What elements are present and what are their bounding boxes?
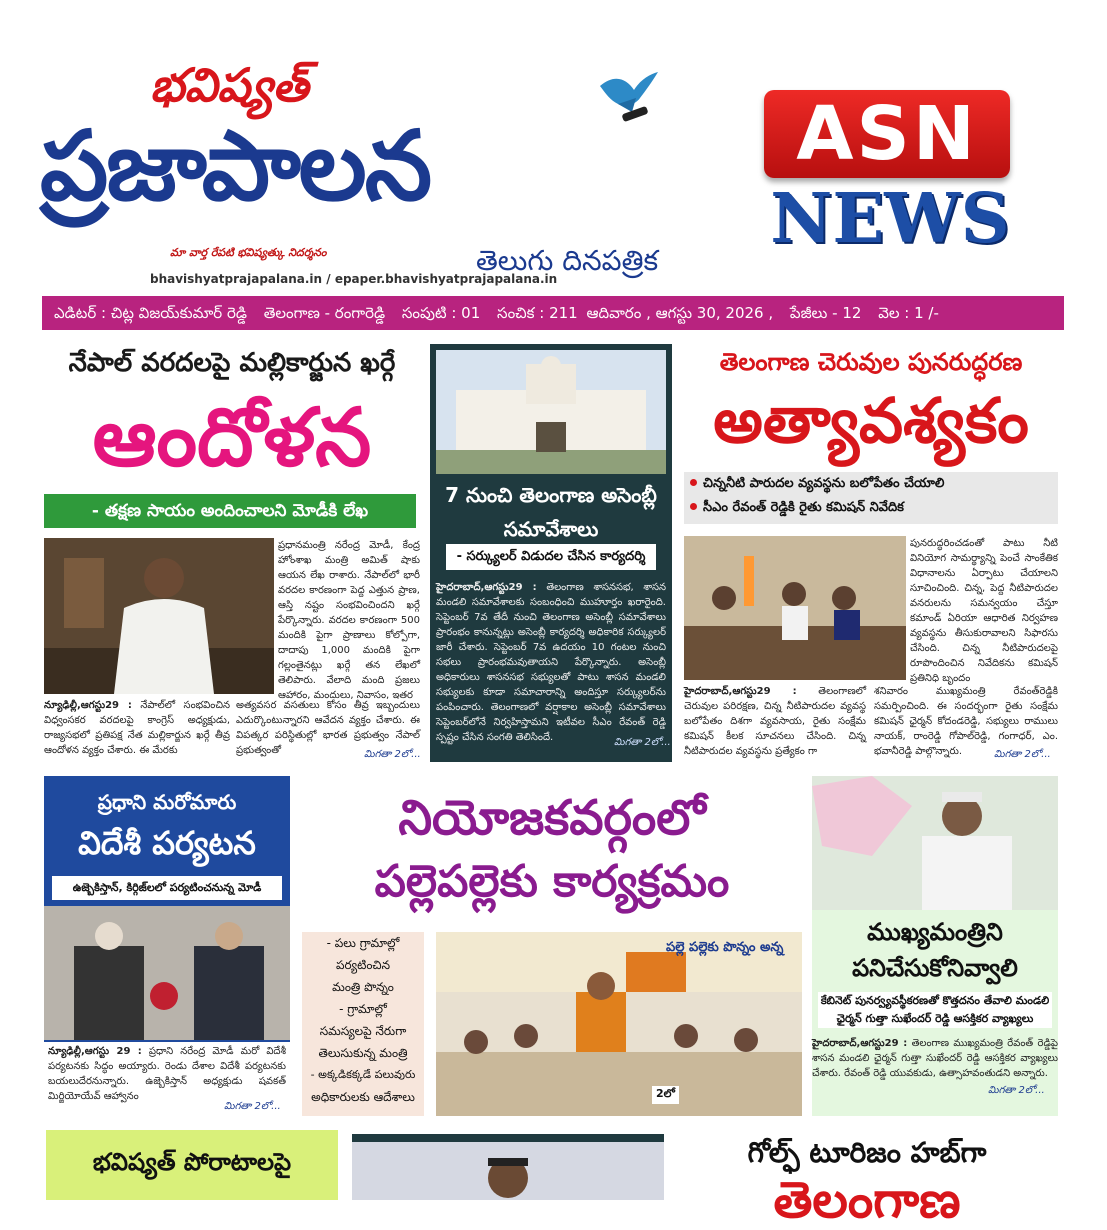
cm-story-box xyxy=(812,776,1058,1116)
right-story-body-b: శనివారం ముఖ్యమంత్రి రేవంత్‌రెడ్డికి సమర్పించింది. ఈ సందర్భంగా రైతు సంక్షేమ కమిషన్ ఛైర్మన్ కోదండరెడ్డి, సభ్యులు రాములు నాయక్, రాంరెడ్డి గోపాల్‌రెడ్డి, గంగాధర్, ఎం. భవానీరెడ్డి పాల్గొన్నారు. xyxy=(874,686,1058,757)
right-story-kicker: తెలంగాణ చెరువుల పునరుద్ధరణ xyxy=(719,348,1023,376)
left-story-more-link[interactable]: మిగతా 2లో... xyxy=(364,749,421,760)
assembly-body xyxy=(436,580,666,748)
village-point: మంత్రి పొన్నం xyxy=(332,980,394,994)
village-point: - పలు గ్రామాల్లో xyxy=(326,936,400,950)
assembly-subhead: - సర్క్యులర్ విడుదల చేసిన కార్యదర్శి xyxy=(446,544,656,570)
cm-story-body xyxy=(812,1036,1058,1084)
left-story-body-a-text: నేపాల్‌లో సంభవించిన విధ్వంసకర వరదలపై కాంగ్రెస్ అధ్యక్షుడు, రాజ్యసభలో ప్రతిపక్ష నేత మల్లికార్జున ఖర్గే తీవ్ర ఆందోళన వ్యక్తం చేశారు. ఈ మేరకు xyxy=(44,700,231,756)
pm-story-kicker: ప్రధాని మరోమారు xyxy=(97,790,237,814)
info-bar xyxy=(42,296,1064,330)
village-point: సమస్యలపై నేరుగా xyxy=(319,1024,407,1038)
right-story-dateline: హైదరాబాద్,ఆగస్టు29 : xyxy=(684,686,797,697)
left-story-subhead: - తక్షణ సాయం అందించాలని మోడీకి లేఖ xyxy=(44,494,416,528)
right-story-body-a-text: తెలంగాణలో చెరువుల పరిరక్షణ, చిన్న నీటిపారుదల వ్యవస్థ బలోపేతం దిశగా వ్యవసాయ, రైతు సంక్షేమ కమిషన్ కీలక సూచనలు చేసింది. చిన్న నీటిపారుదల వ్యవస్థను ప్రత్యేకం గా xyxy=(684,686,866,757)
asn-logo: ASN xyxy=(764,90,1010,178)
right-story-headline: అత్యావశ్యకం xyxy=(713,384,1029,457)
left-story-body-right: ప్రధానమంత్రి నరేంద్ర మోడీ, కేంద్ర హోంశాఖ మంత్రి అమిత్ షాకు ఆయన లేఖ రాశారు. నేపాల్‌లో భారీ వరదల కారణంగా పెద్ద ఎత్తున ప్రాణ, ఆస్తి నష్టం సంభవించిందని ఖర్గే పేర్కొన్నారు. వరదల కారణంగా 500 మందికి పైగా ప్రాణాలు కోల్పోగా, దాదాపు 1,000 మందికి పైగా గల్లంతైనట్లు ఖర్గే తన లేఖలో తెలిపారు. వేలాది మంది ప్రజలు ఆహారం, మందులు, నివాసం, ఇతర xyxy=(278,540,420,701)
gutha-photo xyxy=(812,776,1058,910)
pm-story-body xyxy=(44,1042,290,1102)
volume-info: సంపుటి : 01 xyxy=(401,304,481,322)
right-story-body-right: పునరుద్ధరించడంతో పాటు నీటి వినియోగ సామర్థ్యాన్ని పెంచే సాంకేతిక విధానాలను ఏర్పాటు చేయాలని సూచించింది. చిన్న, పెద్ద నీటిపారుదల వనరులను సమన్వయం చేస్తూ కమాండ్ ఏరియా ఆధారిత నిర్వహణ వ్యవస్థను తీసుకురావాలని సిఫారసు చేసింది. చిన్న నీటిపారుదలపై రూపొందించిన నివేదికను కమిషన్ ప్రతినిధి బృందం xyxy=(910,538,1058,684)
assembly-headline: 7 నుంచి తెలంగాణ అసెంబ్లీ సమావేశాలు xyxy=(445,483,657,541)
location-info: తెలంగాణ - రంగారెడ్డి xyxy=(263,304,386,322)
village-photo-tag: 2లో xyxy=(652,1086,679,1104)
village-headline-2: పల్లెపల్లెకు కార్యక్రమం xyxy=(374,856,730,907)
village-headline-1: నియోజకవర్గంలో xyxy=(398,790,706,846)
price-info: వెల : 1 /- xyxy=(878,304,939,322)
date-info: ఆదివారం , ఆగస్టు 30, 2026 , xyxy=(586,304,774,322)
kharge-photo xyxy=(44,538,274,694)
masthead-title: ప్రజాపాలన xyxy=(40,110,431,222)
masthead-slogan: మా వార్త రేపటి భవిష్యత్కు నిదర్శనం xyxy=(170,246,327,259)
editor-info: ఎడిటర్ : చిట్ల విజయ్‌కుమార్ రెడ్డి xyxy=(54,304,247,322)
pm-story-body-panel xyxy=(44,1042,290,1116)
village-points-box xyxy=(302,932,424,1116)
village-event-photo xyxy=(436,932,802,1116)
news-logo-text: NEWS xyxy=(770,179,1010,259)
pm-story-box xyxy=(44,776,290,1116)
pm-story-body-text: ప్రధాని నరేంద్ర మోడీ మరో విదేశీ పర్యటనకు సిద్ధం అయ్యారు. రెండు దేశాల విదేశీ పర్యటనకు బయలుదేరనున్నారు. ఉజ్బెకిస్తాన్ అధ్యక్షుడు షవకత్ మిర్జియోయేవ్ ఆహ్వానం xyxy=(48,1046,286,1102)
village-point: - అక్కడికక్కడే పలువురు xyxy=(310,1068,416,1081)
left-story-dateline: న్యూఢిల్లీ,ఆగస్టు29 : xyxy=(44,700,132,711)
bullet-item: చిన్ననీటి పారుదల వ్యవస్థను బలోపేతం చేయాలి xyxy=(684,472,1058,496)
masthead-top-word: భవిష్యత్ xyxy=(150,58,309,112)
right-story-more-link[interactable]: మిగతా 2లో... xyxy=(994,749,1051,760)
village-point: అధికారులకు ఆదేశాలు xyxy=(311,1090,415,1104)
assembly-story-box xyxy=(430,344,672,762)
cm-story-dateline: హైదరాబాద్,ఆగస్టు29 : xyxy=(812,1038,908,1049)
left-story-body-b: అత్యవసర వసతులు కోసం తీవ్ర ఇబ్బందులు ఎదుర్కొంటున్నారని ఆవేదన వ్యక్తం చేశారు. ఈ విపత్కర పరిస్థితుల్లో భారత ప్రభుత్వం నేపాల్ ప్రభుత్వంతో xyxy=(236,700,420,756)
village-banner-text: పల్లె పల్లెకు పొన్నం అన్న xyxy=(666,940,784,955)
bullet-item: సీఎం రేవంత్ రెడ్డికి రైతు కమిషన్ నివేదిక xyxy=(684,496,1058,520)
right-story-bullets xyxy=(684,472,1058,524)
pages-info: పేజీలు - 12 xyxy=(789,304,862,322)
pm-story-dateline: న్యూఢిల్లీ,ఆగస్టు 29 : xyxy=(48,1046,142,1057)
bottom-right-headline: గోల్ఫ్ టూరిజం హబ్‌గా xyxy=(747,1136,987,1169)
bird-logo-icon xyxy=(596,68,660,128)
left-story-kicker: నేపాల్ వరదలపై మల్లికార్జున ఖర్గే xyxy=(68,348,396,378)
left-story-body-a xyxy=(44,698,230,762)
bottom-left-box xyxy=(46,1130,338,1200)
village-point: - గ్రామాల్లో xyxy=(339,1002,387,1016)
assembly-more-link[interactable]: మిగతా 2లో... xyxy=(614,737,671,748)
cm-story-subhead: కేబినెట్ పునర్వ్యవస్థీకరణతో కొత్తదనం తేవాలి మండలి ఛైర్మన్ గుత్తా సుఖేందర్ రెడ్డి ఆసక్తికర వ్యాఖ్యలు xyxy=(818,992,1052,1028)
issue-info: సంచిక : 211 xyxy=(497,304,578,322)
assembly-dateline: హైదరాబాద్,ఆగస్టు29 : xyxy=(436,582,537,593)
pm-story-subhead: ఉజ్బెకిస్తాన్, కిర్గిజ్‌లలో పర్యటించనున్న మోడీ xyxy=(52,876,282,900)
pm-story-more-link[interactable]: మిగతా 2లో... xyxy=(224,1101,281,1112)
bottom-center-photo xyxy=(352,1134,664,1200)
cm-story-more-link[interactable]: మిగతా 2లో... xyxy=(988,1085,1045,1096)
masthead-subtitle: తెలుగు దినపత్రిక xyxy=(476,244,659,277)
assembly-photo xyxy=(436,350,666,474)
cm-story-body-text: తెలంగాణ ముఖ్యమంత్రి రేవంత్ రెడ్డిపై శాసన మండలి ఛైర్మన్ గుత్తా సుఖేందర్ రెడ్డి ఆసక్తికర వ్యాఖ్యలు చేశారు. రేవంత్ రెడ్డి యువకుడు, ఉత్సాహవంతుడని అన్నారు. xyxy=(812,1038,1058,1079)
modi-photo xyxy=(44,906,290,1040)
assembly-body-text: తెలంగాణ శాసనసభ, శాసన మండలి సమావేశాలకు సంబంధించి ముహూర్తం ఖరారైంది. సెప్టెంబర్ 7వ తేదీ నుంచి తెలంగాణ అసెంబ్లీ సమావేశాలు ప్రారంభం కానున్నట్లు అసెంబ్లీ కార్యదర్శి అధికారిక సర్క్యులర్ జారీ చేశారు. సెప్టెంబర్ 7వ ఉదయం 10 గంటల నుంచి సభలు ప్రారంభమవుతాయని పేర్కొన్నారు. అసెంబ్లీ అధికారులు శాసనసభ సభ్యులతో పాటు శాసన మండలి సభ్యులకు కూడా సమాచారాన్ని అందిస్తూ సర్క్యులర్‌ను పంపించారు. తెలంగాణలో వర్షాకాల అసెంబ్లీ సమావేశాలు సెప్టెంబర్‌లోనే నిర్వహిస్తామని ఇటీవల సీఎం రేవంత్ రెడ్డి స్పష్టం చేసిన సంగతి తెలిసిందే. xyxy=(436,582,666,743)
bullet-dot-icon xyxy=(690,503,697,510)
bottom-left-headline: భవిష్యత్ పోరాటాలపై xyxy=(92,1148,292,1176)
village-point: తెలుసుకున్న మంత్రి xyxy=(318,1046,408,1060)
village-point: పర్యటించిన xyxy=(335,958,391,972)
cm-story-headline: ముఖ్యమంత్రిని పనిచేసుకోనివ్వాలి xyxy=(852,918,1018,982)
right-story-body-a xyxy=(684,684,866,764)
masthead-urls: bhavishyatprajapalana.in / epaper.bhavishyatprajapalana.in xyxy=(150,272,558,286)
farmers-commission-photo xyxy=(684,536,906,680)
pm-story-headline: విదేశీ పర్యటన xyxy=(78,824,256,862)
left-story-headline: ఆందోళన xyxy=(92,391,372,484)
bottom-right-big: తెలంగాణ xyxy=(773,1171,961,1229)
bullet-dot-icon xyxy=(690,479,697,486)
